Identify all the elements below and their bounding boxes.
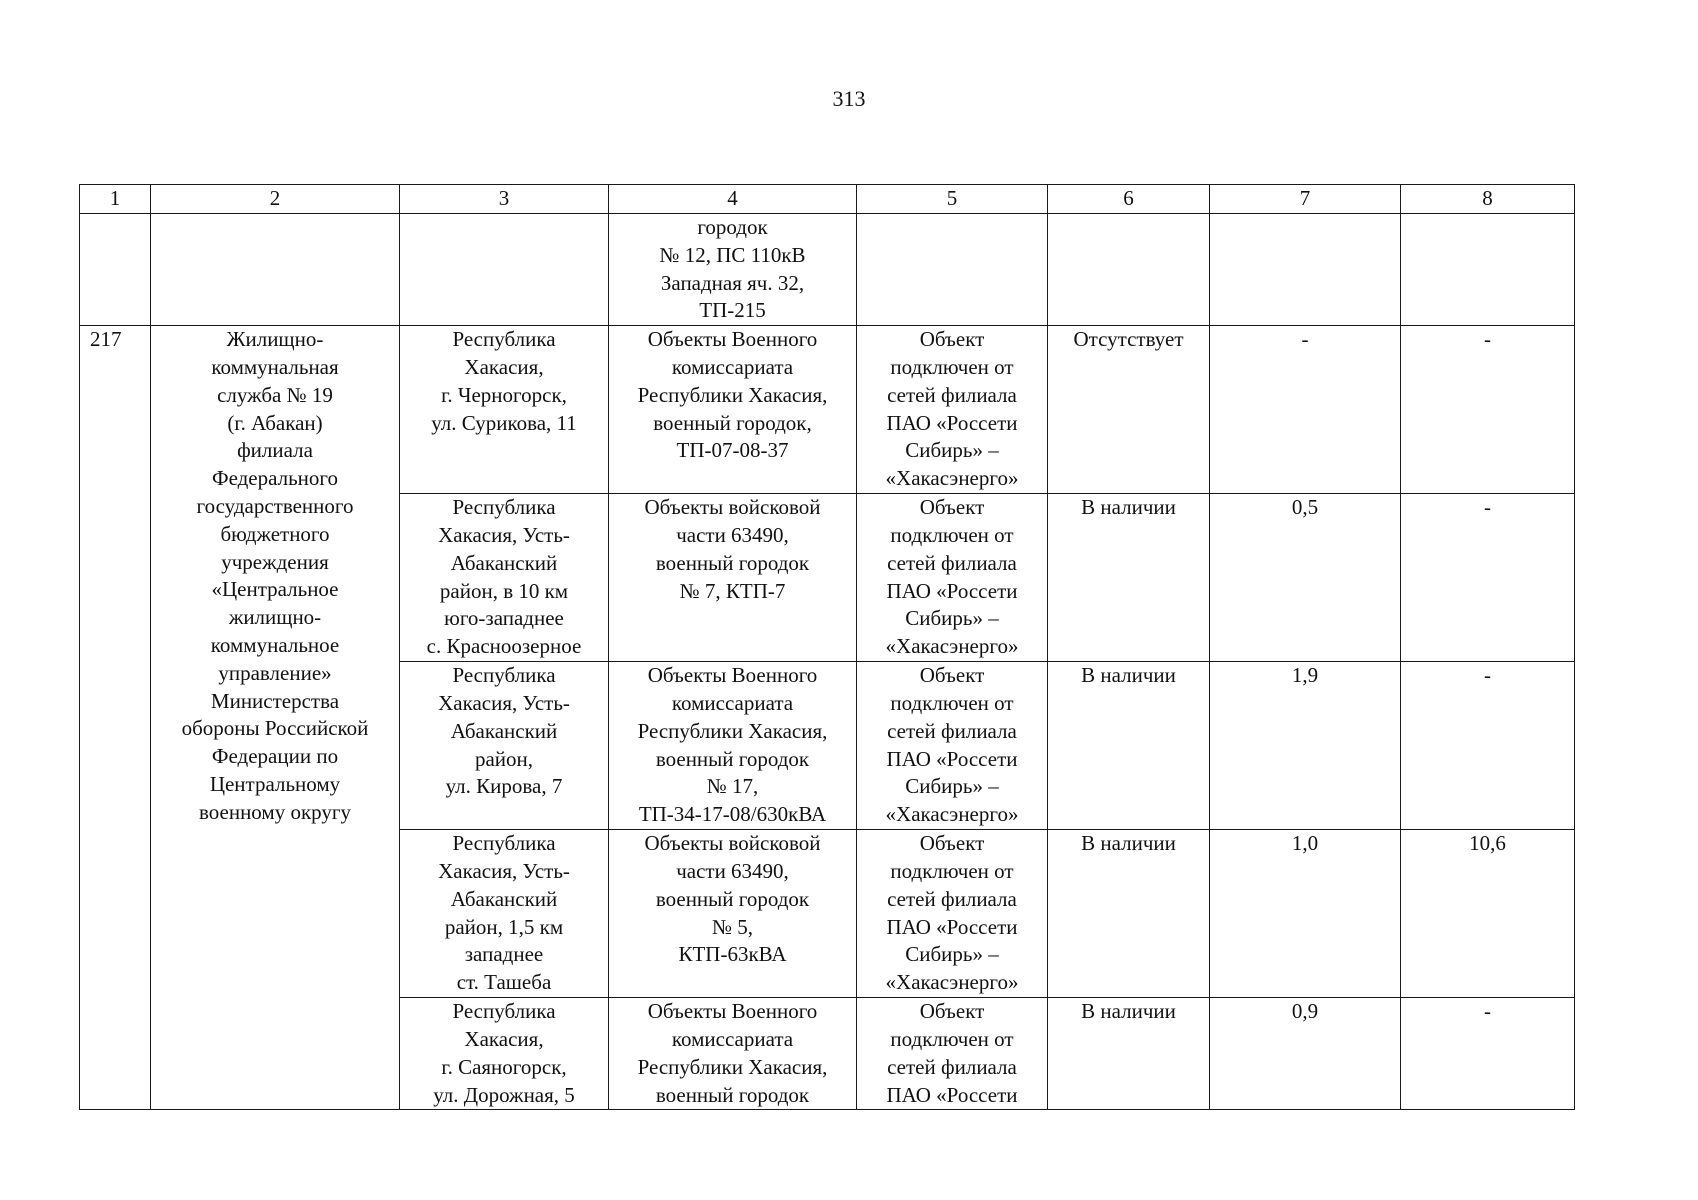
- address-cell: Республика Хакасия, г. Саяногорск, ул. Дорожная, 5: [400, 998, 609, 1110]
- data-table: [79, 184, 1575, 1110]
- availability-cell: В наличии: [1048, 998, 1210, 1110]
- connection-cell: Объект подключен от сетей филиала ПАО «Россети: [857, 998, 1048, 1110]
- table-cell: [1401, 214, 1575, 326]
- table-cell: [151, 214, 400, 326]
- object-cell: Объекты войсковой части 63490, военный городок № 5, КТП-63кВА: [609, 830, 857, 998]
- value-cell: -: [1401, 662, 1575, 830]
- table-cell: [857, 214, 1048, 326]
- column-header: 8: [1401, 185, 1575, 214]
- value-cell: 0,5: [1210, 494, 1401, 662]
- availability-cell: В наличии: [1048, 662, 1210, 830]
- object-cell: Объекты Военного комиссариата Республики Хакасия, военный городок: [609, 998, 857, 1110]
- table-cell: [400, 214, 609, 326]
- object-cell: Объекты войсковой части 63490, военный городок № 7, КТП-7: [609, 494, 857, 662]
- address-cell: Республика Хакасия, Усть- Абаканский район, ул. Кирова, 7: [400, 662, 609, 830]
- table-cell: [80, 214, 151, 326]
- availability-cell: В наличии: [1048, 830, 1210, 998]
- column-header: 7: [1210, 185, 1401, 214]
- column-header: 1: [80, 185, 151, 214]
- value-cell: -: [1401, 326, 1575, 494]
- availability-cell: В наличии: [1048, 494, 1210, 662]
- connection-cell: Объект подключен от сетей филиала ПАО «Россети Сибирь» – «Хакасэнерго»: [857, 662, 1048, 830]
- address-cell: Республика Хакасия, г. Черногорск, ул. Сурикова, 11: [400, 326, 609, 494]
- value-cell: -: [1401, 998, 1575, 1110]
- value-cell: -: [1210, 326, 1401, 494]
- value-cell: 0,9: [1210, 998, 1401, 1110]
- value-cell: 1,0: [1210, 830, 1401, 998]
- column-header: 4: [609, 185, 857, 214]
- address-cell: Республика Хакасия, Усть- Абаканский район, в 10 км юго-западнее с. Краснoозерное: [400, 494, 609, 662]
- entry-number: 217: [80, 326, 151, 1110]
- availability-cell: Отсутствует: [1048, 326, 1210, 494]
- organization-cell: Жилищно- коммунальная служба № 19 (г. Абакан) филиала Федерального государственного бюджетного учреждения «Центральное жилищно- коммунальное управление» Министерства обороны Российской Федерации по Центральному военному округу: [151, 326, 400, 1110]
- value-cell: 10,6: [1401, 830, 1575, 998]
- value-cell: 1,9: [1210, 662, 1401, 830]
- column-number-row: [80, 185, 1575, 214]
- page-number: 313: [832, 86, 866, 111]
- connection-cell: Объект подключен от сетей филиала ПАО «Россети Сибирь» – «Хакасэнерго»: [857, 326, 1048, 494]
- column-header: 3: [400, 185, 609, 214]
- column-header: 6: [1048, 185, 1210, 214]
- table-cell: [1048, 214, 1210, 326]
- table-cell: [1210, 214, 1401, 326]
- object-cell: городок № 12, ПС 110кВ Западная яч. 32, ТП-215: [609, 214, 857, 326]
- connection-cell: Объект подключен от сетей филиала ПАО «Россети Сибирь» – «Хакасэнерго»: [857, 494, 1048, 662]
- object-cell: Объекты Военного комиссариата Республики Хакасия, военный городок, ТП-07-08-37: [609, 326, 857, 494]
- column-header: 5: [857, 185, 1048, 214]
- object-cell: Объекты Военного комиссариата Республики Хакасия, военный городок № 17, ТП-34-17-08/630кВА: [609, 662, 857, 830]
- table-row: [80, 326, 1575, 494]
- value-cell: -: [1401, 494, 1575, 662]
- continuation-row: [80, 214, 1575, 326]
- connection-cell: Объект подключен от сетей филиала ПАО «Россети Сибирь» – «Хакасэнерго»: [857, 830, 1048, 998]
- column-header: 2: [151, 185, 400, 214]
- address-cell: Республика Хакасия, Усть- Абаканский район, 1,5 км западнее ст. Ташеба: [400, 830, 609, 998]
